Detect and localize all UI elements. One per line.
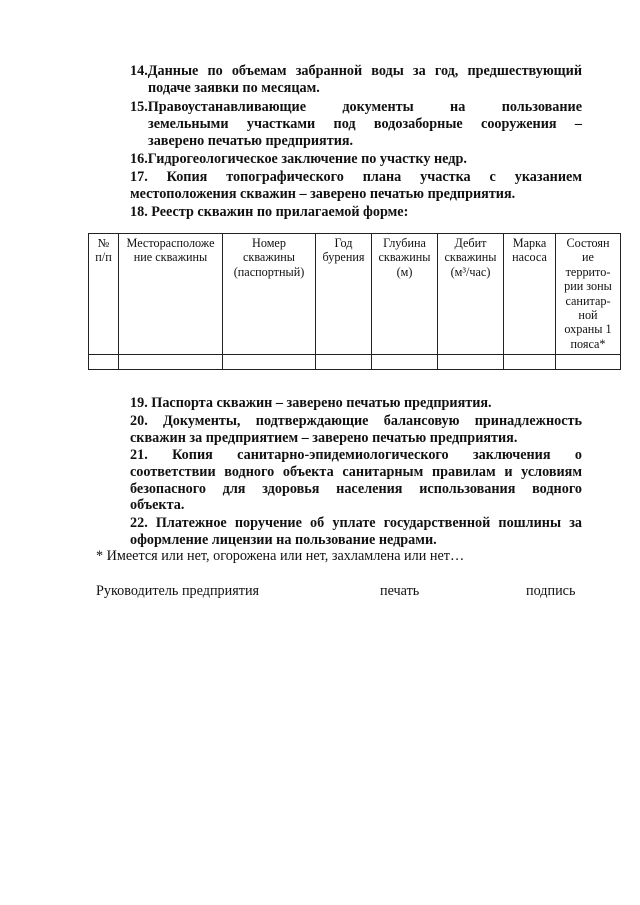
item-21-line-4: объекта. — [130, 497, 185, 514]
col-depth: Глубина скважины (м) — [372, 234, 438, 355]
item-19-line-1: 19. Паспорта скважин – заверено печатью предприятия. — [130, 395, 492, 411]
signature-sign-label: подпись — [526, 583, 576, 599]
table-cell — [223, 355, 316, 370]
table-cell — [556, 355, 621, 370]
item-19 — [130, 395, 582, 412]
item-18 — [130, 204, 582, 221]
table-cell — [372, 355, 438, 370]
item-17-line-2: местоположения скважин – заверено печатью предприятия. — [130, 185, 516, 202]
table-cell — [438, 355, 504, 370]
col-pump-model: Марка насоса — [504, 234, 556, 355]
col-sanitary-zone: Состоян ие террито- рии зоны санитар- ной охраны 1 пояса* — [556, 234, 621, 355]
well-registry-table — [88, 233, 621, 370]
item-15-line-3: заверено печатью предприятия. — [148, 132, 354, 149]
item-22-line-1: 22. Платежное поручение об уплате государственной пошлины за — [130, 515, 582, 531]
col-drill-year: Год бурения — [316, 234, 372, 355]
col-location: Месторасположе ние скважины — [119, 234, 223, 355]
item-14-line-1: 14.Данные по объемам забранной воды за год, предшествующий — [130, 63, 582, 79]
item-15 — [130, 99, 582, 149]
col-number: № п/п — [89, 234, 119, 355]
item-16-line-1: 16.Гидрогеологическое заключение по участку недр. — [130, 151, 467, 167]
item-21-line-1: 21. Копия санитарно-эпидемиологического заключения о — [130, 447, 582, 463]
table-cell — [119, 355, 223, 370]
item-15-line-1: 15.Правоустанавливающие документы на пользование — [130, 99, 582, 115]
item-18-line-1: 18. Реестр скважин по прилагаемой форме: — [130, 204, 409, 220]
item-20-line-1: 20. Документы, подтверждающие балансовую принадлежность — [130, 413, 582, 429]
item-14-line-2: подаче заявки по месяцам. — [148, 79, 320, 96]
signature-stamp-label: печать — [380, 583, 420, 599]
item-17-line-1: 17. Копия топографического плана участка с указанием — [130, 169, 582, 185]
footnote: * Имеется или нет, огорожена или нет, захламлена или нет… — [96, 548, 465, 564]
col-yield: Дебит скважины (м³/час) — [438, 234, 504, 355]
table-row — [89, 355, 621, 370]
item-20 — [130, 413, 582, 447]
item-21-line-2: соответствии водного объекта санитарным правилам и условиям — [130, 463, 582, 480]
table-header-row — [89, 234, 621, 355]
table-cell — [316, 355, 372, 370]
item-15-line-2: земельными участками под водозаборные сооружения – — [148, 115, 582, 132]
item-14 — [130, 63, 582, 97]
item-16 — [130, 151, 582, 168]
signature-head-label: Руководитель предприятия — [96, 583, 260, 599]
item-21-line-3: безопасного для здоровья населения использования водного — [130, 480, 582, 497]
item-22-line-2: оформление лицензии на пользование недрами. — [130, 531, 437, 548]
table-cell — [89, 355, 119, 370]
item-17 — [130, 169, 582, 203]
item-21 — [130, 447, 582, 514]
item-22 — [130, 515, 582, 549]
col-well-number: Номер скважины (паспортный) — [223, 234, 316, 355]
table-cell — [504, 355, 556, 370]
item-20-line-2: скважин за предприятием – заверено печатью предприятия. — [130, 429, 518, 446]
